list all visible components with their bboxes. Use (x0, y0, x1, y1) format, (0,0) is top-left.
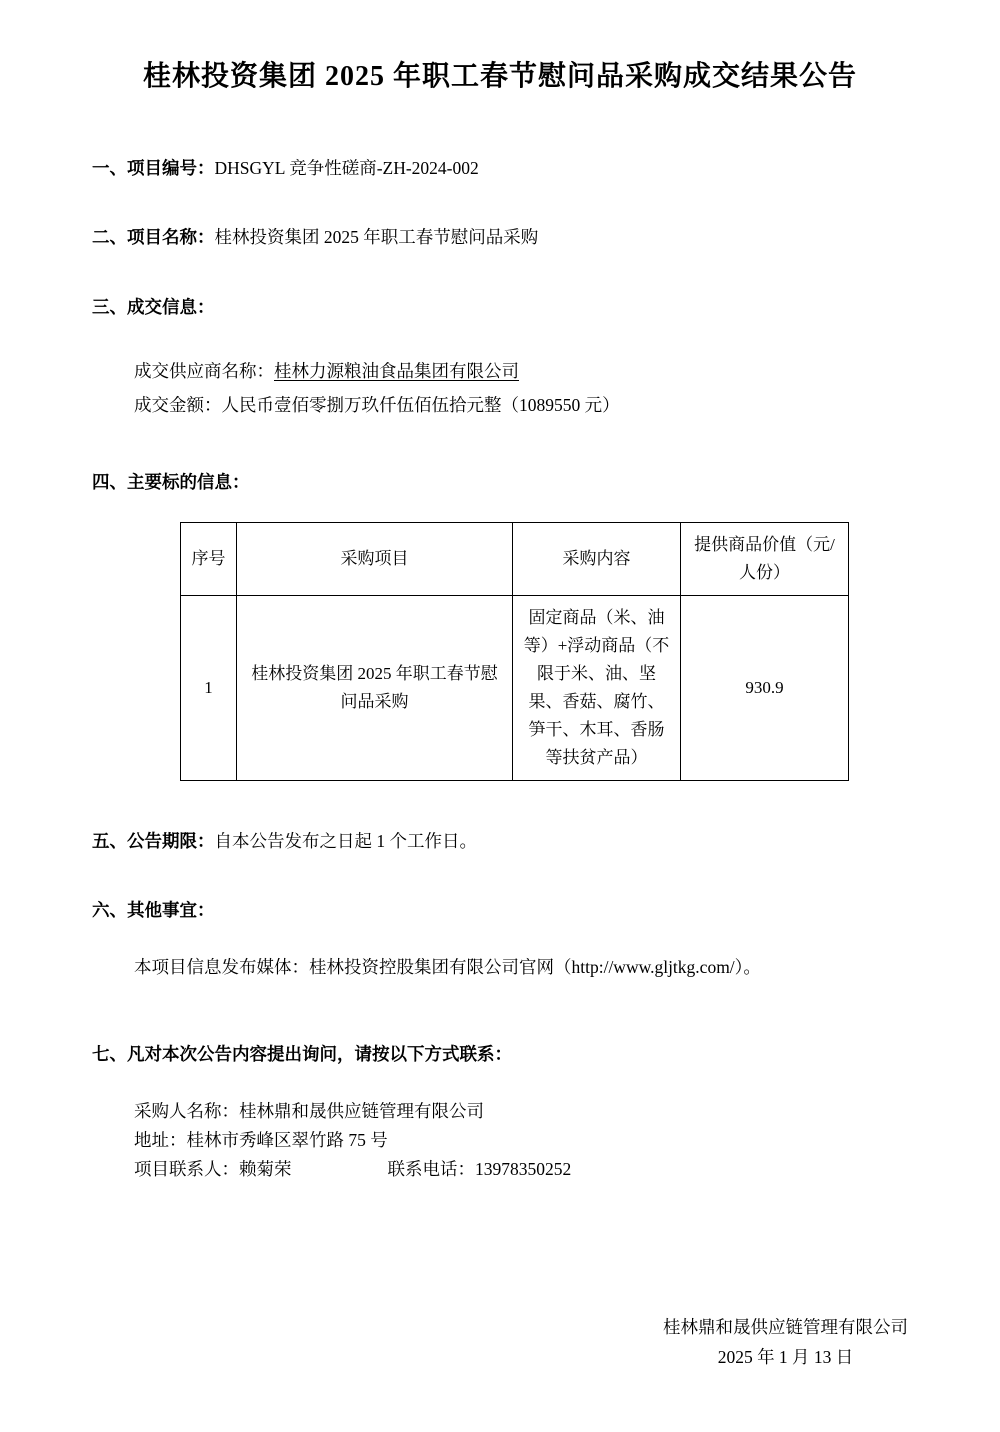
cell-seq: 1 (181, 595, 237, 780)
project-name-value: 桂林投资集团 2025 年职工春节慰问品采购 (214, 227, 539, 248)
purchaser-line: 采购人名称：桂林鼎和晟供应链管理有限公司 (134, 1101, 484, 1121)
section-project-number (92, 156, 908, 181)
section-award-info-heading (92, 295, 908, 320)
col-header-content: 采购内容 (513, 522, 681, 595)
other-matters-block (92, 950, 908, 984)
cell-content: 固定商品（米、油等）+浮动商品（不限于米、油、坚果、香菇、腐竹、笋干、木耳、香肠等扶贫产品） (513, 595, 681, 780)
section-project-name (92, 225, 908, 250)
section-subject-info-heading (92, 470, 908, 495)
supplier-label: 成交供应商名称： (134, 361, 274, 382)
amount-value: 人民币壹佰零捌万玖仟伍佰伍拾元整（1089550 元） (221, 395, 620, 416)
project-name-label: 二、项目名称： (92, 227, 215, 248)
col-header-project: 采购项目 (237, 522, 513, 595)
section-contact-heading (92, 1042, 908, 1067)
signature-company: 桂林鼎和晟供应链管理有限公司 (663, 1317, 908, 1337)
award-info-block (92, 354, 908, 422)
supplier-name: 桂林力源粮油食品集团有限公司 (274, 361, 519, 382)
project-number-value: DHSGYL 竞争性磋商-ZH-2024-002 (214, 158, 479, 178)
section-other-matters-heading (92, 898, 908, 923)
notice-period-label: 五、公告期限： (92, 830, 215, 851)
media-line: 本项目信息发布媒体：桂林投资控股集团有限公司官网（http://www.gljtkg.com/）。 (134, 956, 761, 977)
subject-info-label: 四、主要标的信息： (92, 472, 250, 493)
contact-phone: 联系电话：13978350252 (387, 1159, 572, 1179)
section-notice-period (92, 829, 908, 854)
bid-info-table (180, 522, 849, 781)
col-header-seq: 序号 (181, 522, 237, 595)
other-matters-label: 六、其他事宜： (92, 900, 215, 921)
award-info-label: 三、成交信息： (92, 296, 215, 317)
contact-heading-label: 七、凡对本次公告内容提出询问，请按以下方式联系： (92, 1043, 512, 1064)
cell-value: 930.9 (681, 595, 849, 780)
project-number-label: 一、项目编号： (92, 158, 215, 178)
amount-line (134, 388, 908, 422)
supplier-line (134, 354, 908, 388)
contact-block (92, 1097, 908, 1184)
address-line: 地址：桂林市秀峰区翠竹路 75 号 (134, 1130, 388, 1150)
contact-person-line (134, 1155, 908, 1184)
amount-label: 成交金额： (134, 395, 222, 416)
table-header-row (181, 522, 849, 595)
signature-block (663, 1312, 908, 1372)
cell-project: 桂林投资集团 2025 年职工春节慰问品采购 (237, 595, 513, 780)
contact-person: 项目联系人：赖菊荣 (134, 1159, 292, 1179)
table-row (181, 595, 849, 780)
col-header-value: 提供商品价值（元/人份） (681, 522, 849, 595)
signature-date: 2025 年 1 月 13 日 (717, 1347, 854, 1367)
notice-period-value: 自本公告发布之日起 1 个工作日。 (214, 830, 477, 851)
page-title: 桂林投资集团 2025 年职工春节慰问品采购成交结果公告 (142, 61, 857, 92)
